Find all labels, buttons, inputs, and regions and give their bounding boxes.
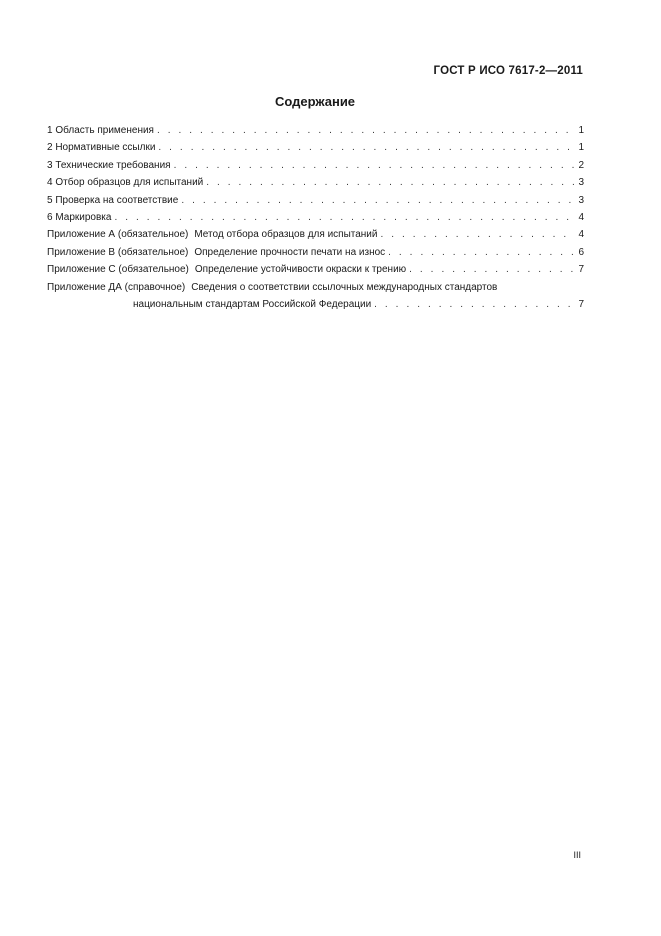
- toc-leader-dots: [409, 261, 575, 278]
- toc-entry-page: 2: [578, 159, 584, 171]
- toc-entry-4[interactable]: [47, 174, 584, 191]
- page-number: III: [573, 850, 581, 860]
- toc-appendix-prefix: Приложение С (обязательное): [47, 264, 189, 276]
- toc-entry-page: 7: [578, 299, 584, 311]
- toc-entry-label: 2 Нормативные ссылки: [47, 142, 156, 154]
- document-code: ГОСТ Р ИСО 7617-2—2011: [433, 65, 583, 77]
- toc-entry-label: Определение устойчивости окраски к трению: [194, 264, 407, 276]
- toc-appendix-prefix: Приложение ДА (справочное): [47, 281, 186, 293]
- toc-leader-dots: [380, 226, 575, 243]
- toc-entry-label: 1 Область применения: [47, 125, 154, 136]
- toc-entry-appendix-da[interactable]: [47, 279, 584, 314]
- toc-entry-label: Определение прочности печати на износ: [194, 246, 386, 258]
- toc-entry-1[interactable]: [47, 122, 584, 139]
- table-of-contents: [47, 122, 584, 313]
- toc-leader-dots: [114, 209, 575, 226]
- toc-entry-6[interactable]: [47, 209, 584, 226]
- toc-entry-page: 1: [578, 125, 584, 136]
- toc-leader-dots: [206, 174, 575, 191]
- toc-entry-page: 3: [578, 194, 584, 206]
- toc-entry-label: Сведения о соответствии ссылочных международных стандартов: [191, 281, 498, 293]
- toc-entry-label-continuation: национальным стандартам Российской Федерации: [133, 299, 372, 311]
- toc-title: Содержание: [274, 94, 356, 109]
- toc-leader-dots: [157, 122, 575, 139]
- toc-appendix-prefix: Приложение А (обязательное): [47, 229, 189, 241]
- toc-entry-page: 4: [578, 212, 584, 224]
- toc-entry-3[interactable]: [47, 157, 584, 174]
- toc-entry-page: 3: [578, 177, 584, 189]
- toc-entry-page: 4: [578, 229, 584, 241]
- toc-appendix-prefix: Приложение В (обязательное): [47, 246, 189, 258]
- toc-leader-dots: [174, 157, 575, 174]
- toc-entry-appendix-a[interactable]: [47, 226, 584, 243]
- toc-entry-label: 6 Маркировка: [47, 212, 112, 224]
- toc-entry-5[interactable]: [47, 192, 584, 209]
- toc-leader-dots: [158, 139, 575, 156]
- toc-leader-dots: [388, 244, 575, 261]
- toc-leader-dots: [374, 296, 575, 313]
- toc-entry-label: 3 Технические требования: [47, 159, 171, 171]
- toc-entry-page: 7: [578, 264, 584, 276]
- toc-entry-appendix-b[interactable]: [47, 244, 584, 261]
- toc-entry-label: Метод отбора образцов для испытаний: [194, 229, 378, 241]
- toc-entry-2[interactable]: [47, 139, 584, 156]
- toc-entry-page: 6: [578, 246, 584, 258]
- toc-leader-dots: [181, 192, 575, 209]
- toc-entry-appendix-c[interactable]: [47, 261, 584, 278]
- toc-entry-page: 1: [578, 142, 584, 154]
- toc-entry-label: 4 Отбор образцов для испытаний: [47, 177, 204, 189]
- toc-entry-label: 5 Проверка на соответствие: [47, 194, 179, 206]
